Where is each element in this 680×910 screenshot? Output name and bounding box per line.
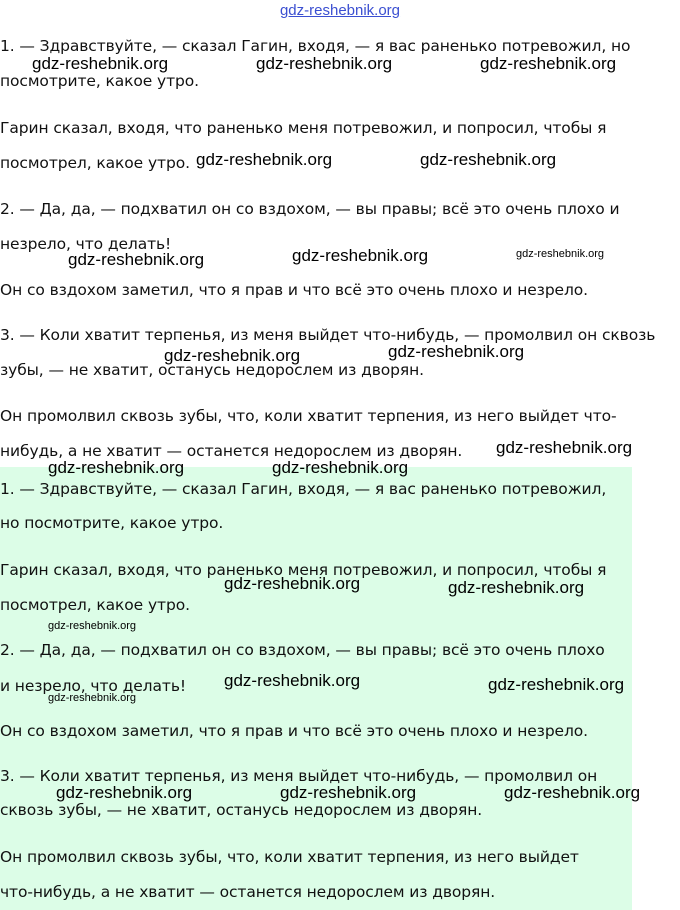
watermark: gdz-reshebnik.org xyxy=(164,346,301,365)
watermark: gdz-reshebnik.org xyxy=(488,675,625,694)
answer-sentence-2-line-1: 2. — Да, да, — подхватил он со вздохом, — вы правы; всё это очень плохо xyxy=(0,641,605,659)
watermark: gdz-reshebnik.org xyxy=(388,342,525,361)
original-sentence-3-line-1: 3. — Коли хватит терпенья, из меня выйдет что-нибудь, — промолвил он сквозь xyxy=(0,326,656,344)
watermark: gdz-reshebnik.org xyxy=(48,458,185,477)
answer-reported-1-line-1: Гарин сказал, входя, что раненько меня потревожил, и попросил, чтобы я xyxy=(0,561,607,579)
answer-sentence-3-line-1: 3. — Коли хватит терпенья, из меня выйдет что-нибудь, — промолвил он xyxy=(0,767,598,785)
watermark: gdz-reshebnik.org xyxy=(256,54,393,73)
watermark: gdz-reshebnik.org xyxy=(516,248,605,260)
original-reported-2-line-1: Он со вздохом заметил, что я прав и что всё это очень плохо и незрело. xyxy=(0,281,589,299)
answer-sentence-2-line-2: и незрело, что делать! xyxy=(0,677,186,695)
answer-reported-2-line-1: Он со вздохом заметил, что я прав и что всё это очень плохо и незрело. xyxy=(0,722,589,740)
watermark: gdz-reshebnik.org xyxy=(224,574,361,593)
watermark: gdz-reshebnik.org xyxy=(48,620,137,632)
original-reported-1-line-2: посмотрел, какое утро. xyxy=(0,154,190,172)
watermark: gdz-reshebnik.org xyxy=(292,246,429,265)
watermark: gdz-reshebnik.org xyxy=(420,150,557,169)
answer-sentence-1-line-1: 1. — Здравствуйте, — сказал Гагин, входя, — я вас раненько потревожил, xyxy=(0,480,607,498)
answer-reported-3-line-1: Он промолвил сквозь зубы, что, коли хватит терпения, из него выйдет xyxy=(0,848,579,866)
original-sentence-2-line-2: незрело, что делать! xyxy=(0,235,172,253)
watermark: gdz-reshebnik.org xyxy=(280,783,417,802)
original-sentence-1-line-1: 1. — Здравствуйте, — сказал Гагин, входя, — я вас раненько потревожил, но xyxy=(0,37,631,55)
original-sentence-3-line-2: зубы, — не хватит, останусь недорослем из дворян. xyxy=(0,361,424,379)
watermark: gdz-reshebnik.org xyxy=(224,671,361,690)
watermark: gdz-reshebnik.org xyxy=(56,783,193,802)
watermark: gdz-reshebnik.org xyxy=(48,692,137,704)
original-reported-3-line-2: нибудь, а не хватит — останется недорослем из дворян. xyxy=(0,442,463,460)
answer-sentence-1-line-2: но посмотрите, какое утро. xyxy=(0,514,224,532)
watermark: gdz-reshebnik.org xyxy=(272,458,409,477)
watermark: gdz-reshebnik.org xyxy=(480,54,617,73)
original-reported-1-line-1: Гарин сказал, входя, что раненько меня потревожил, и попросил, чтобы я xyxy=(0,119,607,137)
original-sentence-1-line-2: посмотрите, какое утро. xyxy=(0,72,199,90)
watermark: gdz-reshebnik.org xyxy=(32,54,169,73)
watermark: gdz-reshebnik.org xyxy=(68,250,205,269)
watermark: gdz-reshebnik.org xyxy=(196,150,333,169)
site-title[interactable]: gdz-reshebnik.org xyxy=(279,2,401,19)
original-reported-3-line-1: Он промолвил сквозь зубы, что, коли хватит терпения, из него выйдет что- xyxy=(0,407,617,425)
answer-reported-1-line-2: посмотрел, какое утро. xyxy=(0,596,190,614)
watermark: gdz-reshebnik.org xyxy=(448,578,585,597)
answer-reported-3-line-2: что-нибудь, а не хватит — останется недорослем из дворян. xyxy=(0,883,496,901)
watermark: gdz-reshebnik.org xyxy=(496,438,633,457)
answer-sentence-3-line-2: сквозь зубы, — не хватит, останусь недорослем из дворян. xyxy=(0,801,483,819)
watermark: gdz-reshebnik.org xyxy=(504,783,641,802)
original-sentence-2-line-1: 2. — Да, да, — подхватил он со вздохом, — вы правы; всё это очень плохо и xyxy=(0,200,620,218)
